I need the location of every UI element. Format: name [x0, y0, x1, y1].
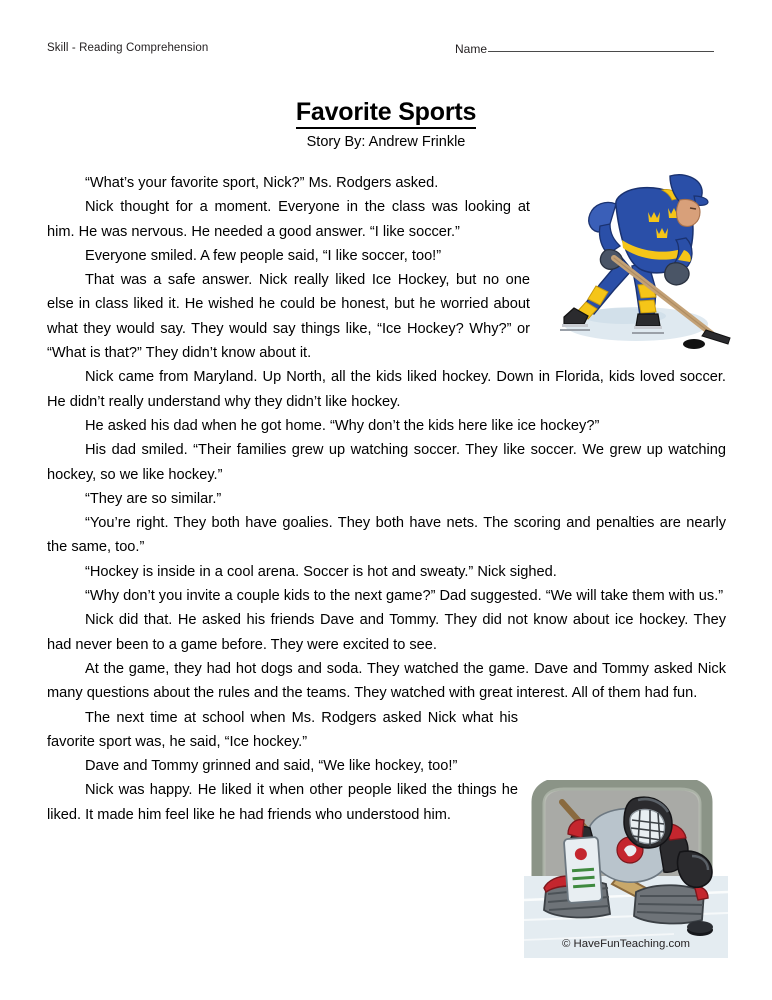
story-paragraph: Nick did that. He asked his friends Dave and Tommy. They did not know about ice hockey. They had never been to a game before. They were excited to see.	[47, 612, 726, 653]
goalie-puck-top	[687, 921, 713, 933]
story-paragraph: “Why don’t you invite a couple kids to the next game?” Dad suggested. “We will take them with us.”	[85, 588, 724, 605]
story-paragraph: He asked his dad when he got home. “Why don’t the kids here like ice hockey?”	[85, 417, 600, 434]
skill-label: Skill - Reading Comprehension	[47, 42, 209, 54]
byline: Story By: Andrew Frinkle	[306, 134, 466, 150]
story-paragraph: At the game, they had hot dogs and soda. They watched the game. Dave and Tommy asked Nick many questions about the rules and the teams. They watched with great interest. All of them had fun.	[47, 660, 726, 702]
story-paragraph: Everyone smiled. A few people said, “I like soccer, too!”	[85, 247, 442, 264]
copyright-credit: © HaveFunTeaching.com	[561, 938, 691, 950]
title-block	[0, 98, 772, 151]
page-title: Favorite Sports	[296, 98, 476, 129]
story-paragraph: “You’re right. They both have goalies. They both have nets. The scoring and penalties are nearly the same, too.”	[47, 515, 726, 556]
story-paragraph: “What’s your favorite sport, Nick?” Ms. Rodgers asked.	[85, 175, 439, 191]
story-paragraph: The next time at school when Ms. Rodgers asked Nick what his favorite sport was, he said, “Ice hockey.”	[47, 709, 518, 750]
story-paragraph: Dave and Tommy grinned and said, “We like hockey, too!”	[85, 758, 458, 775]
goalie-float-spacer	[530, 708, 726, 884]
name-input-line[interactable]	[488, 50, 714, 52]
story-paragraph: His dad smiled. “Their families grew up watching soccer. They like soccer. We grew up watching hockey, so we like hockey.”	[47, 442, 726, 483]
skater-float-spacer	[540, 171, 726, 357]
story-paragraph: “They are so similar.”	[85, 490, 222, 507]
story-paragraph: “Hockey is inside in a cool arena. Soccer is hot and sweaty.” Nick sighed.	[85, 563, 557, 580]
story-paragraph: Nick thought for a moment. Everyone in the class was looking at him. He was nervous. He needed a good answer. “I like soccer.”	[47, 199, 530, 240]
story-paragraph: Nick came from Maryland. Up North, all the kids liked hockey. Down in Florida, kids loved soccer. He didn’t really understand why they didn’t like hockey.	[47, 369, 726, 410]
name-field-group	[455, 42, 714, 56]
story-body	[47, 171, 726, 884]
page-header	[47, 42, 726, 64]
name-label: Name	[454, 42, 487, 56]
story-paragraph: That was a safe answer. Nick really liked Ice Hockey, but no one else in class liked it. He wished he could be honest, but he worried about what they would say. They would say things like, “Ice Hockey? Why?” or “What is that?” They didn’t know about it.	[47, 272, 530, 362]
story-paragraph: Nick was happy. He liked it when other people liked the things he liked. It made him feel like he had friends who understood him.	[47, 782, 518, 823]
